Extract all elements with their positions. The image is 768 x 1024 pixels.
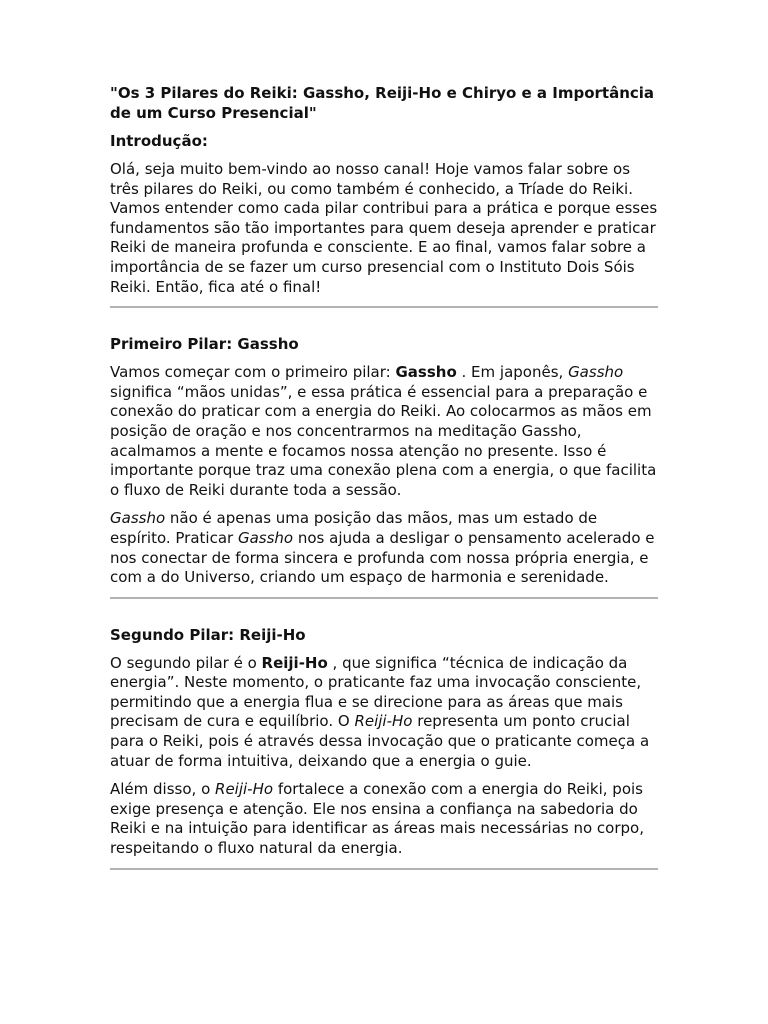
section-divider [110, 306, 658, 308]
pilar2-paragraph-2 [110, 780, 658, 858]
pilar2-heading: Segundo Pilar: Reiji-Ho [110, 625, 306, 644]
section-divider [110, 868, 658, 870]
italic-term: Reiji-Ho [215, 780, 274, 799]
text-run: Vamos começar com o primeiro pilar: [110, 363, 396, 382]
pilar2-paragraph-1 [110, 654, 658, 772]
intro-paragraph: Olá, seja muito bem-vindo ao nosso canal! Hoje vamos falar sobre os três pilares do Reiki, ou como também é conhecido, a Tríade do Reiki. Vamos entender como cada pilar contribui para a prática e porque esses fundamentos são tão importantes para quem deseja aprender e praticar Reiki de maneira profunda e consciente. E ao final, vamos falar sobre a importância de se fazer um curso presencial com o Instituto Dois Sóis Reiki. Então, fica até o final! [110, 160, 658, 296]
italic-term: Gassho [110, 509, 166, 528]
text-run: O segundo pilar é o [110, 653, 262, 672]
text-run: representa um ponto crucial para o Reiki, pois é através dessa invocação que o praticante começa a atuar de forma intuitiva, deixando que a energia o guie. [110, 712, 650, 770]
text-run: fortalece a conexão com a energia do Reiki, pois exige presença e atenção. Ele nos ensina a confiança na sabedoria do Reiki e na intuição para identificar as áreas mais necessárias no corpo, respeitando o fluxo natural da energia. [110, 780, 644, 858]
italic-term: Gassho [237, 528, 294, 547]
text-run: , que significa “técnica de indicação da energia”. Neste momento, o praticante faz uma invocação consciente, permitindo que a energia flua e se direcione para as áreas que mais precisam de cura e equilíbrio. O [110, 653, 642, 731]
section-primeiro-pilar [110, 334, 658, 588]
italic-term: Reiji-Ho [354, 712, 413, 731]
section-divider [110, 597, 658, 599]
pilar1-heading: Primeiro Pilar: Gassho [110, 335, 299, 354]
italic-term: Gassho [568, 363, 624, 382]
pilar1-paragraph-2 [110, 509, 658, 587]
text-run: significa “mãos unidas”, e essa prática é essencial para a preparação e conexão do praticar com a energia do Reiki. Ao colocarmos as mãos em posição de oração e nos concentrarmos na meditação Gassho, acalmamos a mente e focamos nossa atenção no presente. Isso é importante porque traz uma conexão plena com a energia, o que facilita o fluxo de Reiki durante toda a sessão. [110, 382, 657, 499]
text-run: não é apenas uma posição das mãos, mas um estado de espírito. Praticar [110, 509, 598, 547]
text-run: Além disso, o [110, 780, 216, 799]
bold-term: Reiji-Ho [261, 653, 328, 672]
intro-heading: Introdução: [110, 132, 208, 150]
section-segundo-pilar [110, 625, 658, 859]
pilar1-paragraph-1 [110, 363, 658, 500]
text-run: . Em japonês, [456, 363, 569, 382]
document-title: "Os 3 Pilares do Reiki: Gassho, Reiji-Ho e Chiryo e a Importância de um Curso Presencial" [110, 84, 655, 122]
text-run: nos ajuda a desligar o pensamento acelerado e nos conectar de forma sincera e profunda com nossa própria energia, e com a do Universo, criando um espaço de harmonia e serenidade. [110, 528, 655, 587]
section-introduction [110, 131, 658, 297]
bold-term: Gassho [395, 363, 457, 382]
